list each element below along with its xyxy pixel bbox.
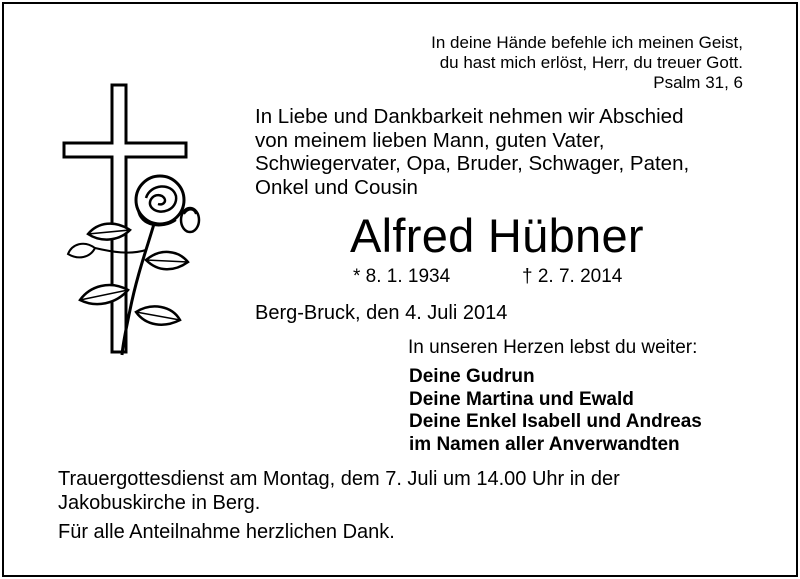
signer: Deine Gudrun (409, 366, 535, 387)
thanks-line: Für alle Anteilnahme herzlichen Dank. (58, 521, 395, 543)
signer: Deine Enkel Isabell und Andreas (409, 411, 702, 432)
service-line: Trauergottesdienst am Montag, dem 7. Juli um 14.00 Uhr in der (58, 468, 620, 490)
intro-line: Onkel und Cousin (255, 175, 418, 199)
cross-with-rose-icon (60, 80, 220, 365)
verse-line: In deine Hände befehle ich meinen Geist, (431, 33, 743, 52)
deceased-name: Alfred Hübner (350, 209, 644, 262)
intro-text (255, 105, 689, 199)
place-date: Berg-Bruck, den 4. Juli 2014 (255, 302, 508, 324)
birth-date: * 8. 1. 1934 (353, 266, 451, 287)
signer: im Namen aller Anverwandten (409, 433, 680, 455)
service-line: Jakobuskirche in Berg. (58, 492, 261, 514)
service-info (58, 467, 620, 515)
intro-line: Schwiegervater, Opa, Bruder, Schwager, Paten, (255, 152, 690, 175)
heart-line: In unseren Herzen lebst du weiter: (408, 337, 698, 358)
death-date: † 2. 7. 2014 (522, 266, 623, 287)
intro-line: In Liebe und Dankbarkeit nehmen wir Abschied (255, 105, 684, 128)
verse-reference: Psalm 31, 6 (653, 73, 743, 92)
signers-list (409, 366, 702, 456)
signer: Deine Martina und Ewald (409, 388, 634, 410)
intro-line: von meinem lieben Mann, guten Vater, (255, 128, 605, 152)
verse-line: du hast mich erlöst, Herr, du treuer Gott. (439, 53, 743, 72)
